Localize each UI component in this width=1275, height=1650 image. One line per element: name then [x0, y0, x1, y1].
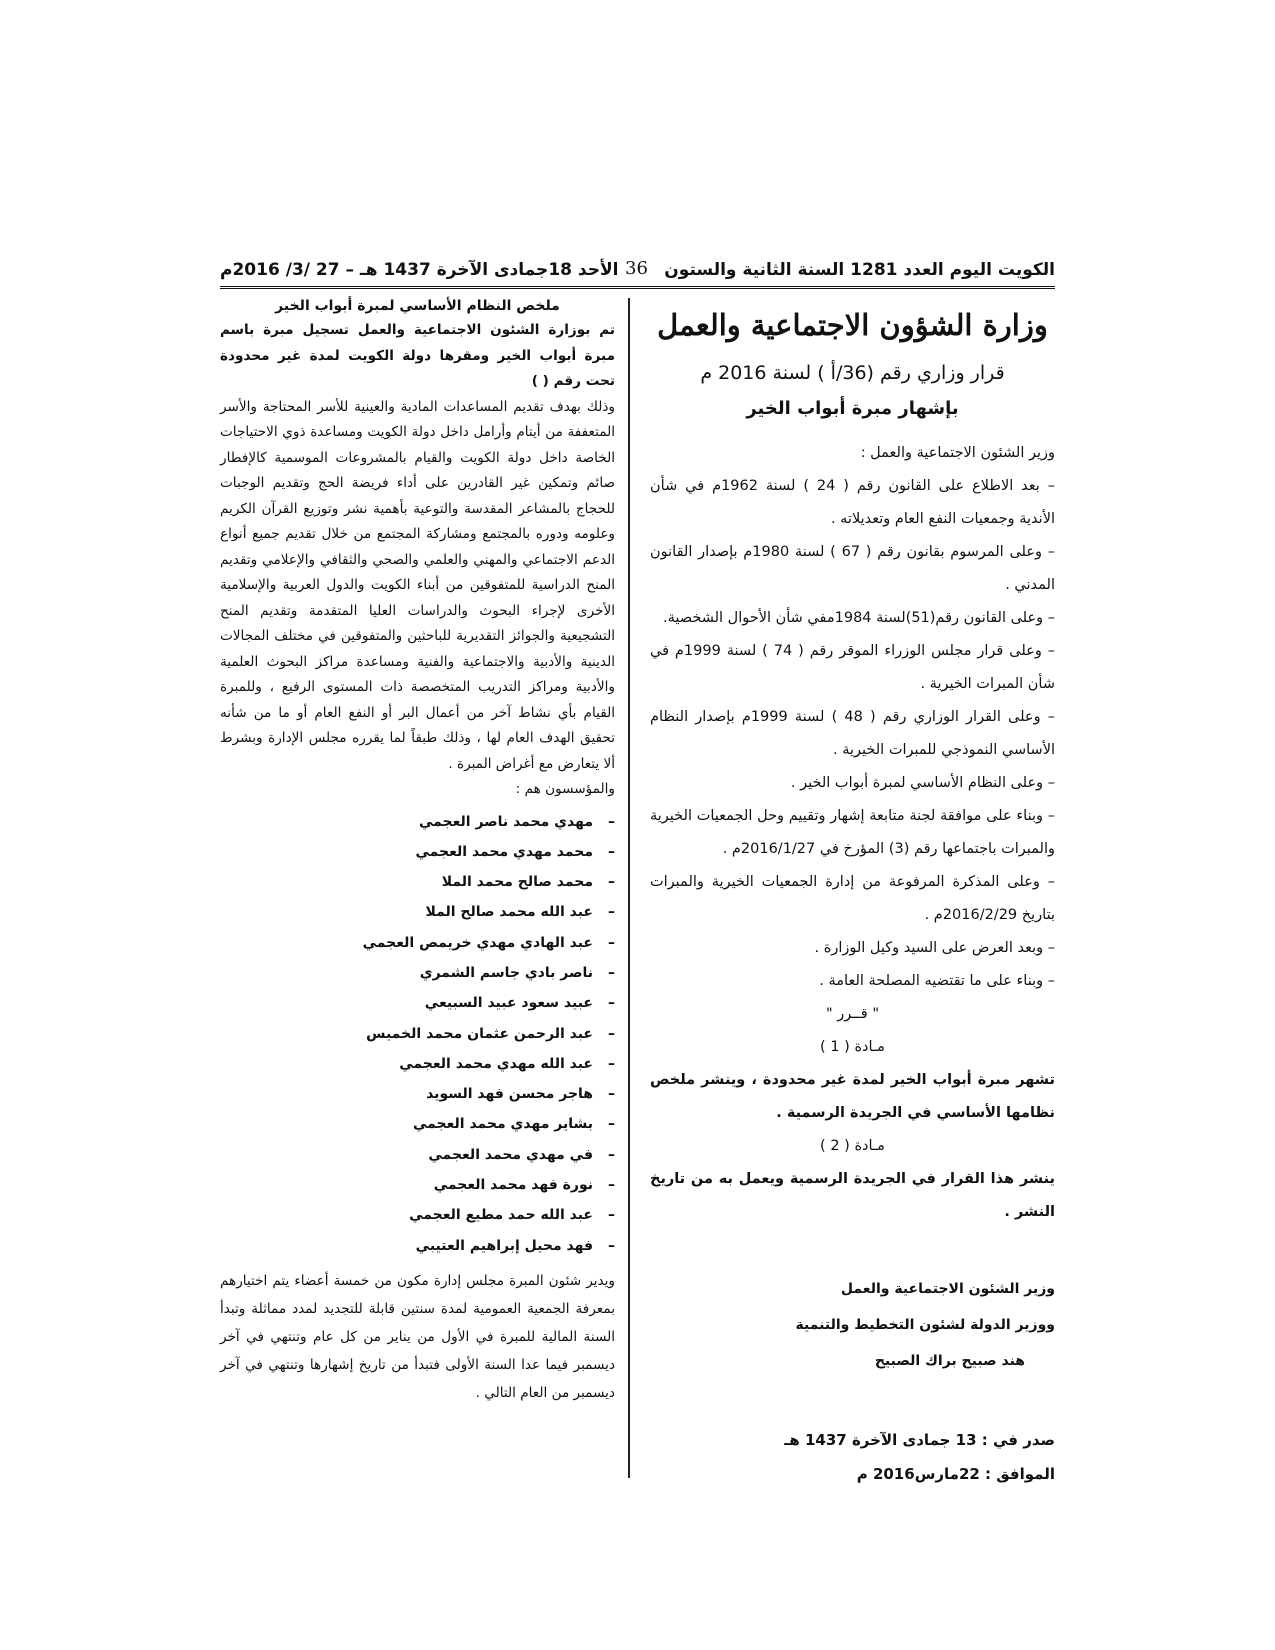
list-item: –محمد مهدي محمد العجمي — [415, 843, 615, 860]
list-item: –مهدي محمد ناصر العجمي — [418, 813, 615, 830]
summary-intro: تم بوزارة الشئون الاجتماعية والعمل تسجيل مبرة باسم مبرة أبواب الخير ومقرها دولة الكويت لمدة غير محدودة تحت رقم ( ) — [220, 322, 615, 389]
issued-date: صدر في : 13 جمادى الآخرة 1437 هـ — [784, 1431, 1055, 1449]
preamble-line: – وبناء على موافقة لجنة متابعة إشهار وتقييم وحل الجمعيات الخيرية والمبرات باجتماعها رقم (3) المؤرخ في 2016/1/27م . — [650, 808, 1055, 857]
header-date: الأحد 18جمادى الآخرة 1437 هـ – 27 /3/ 2016م — [220, 260, 619, 280]
article-1-text: تشهر مبرة أبواب الخير لمدة غير محدودة ، وينشر ملخص نظامها الأساسي في الجريدة الرسمية . — [650, 1072, 1055, 1121]
preamble-line: وزير الشئون الاجتماعية والعمل : — [860, 445, 1055, 461]
board-paragraph: ويدير شئون المبرة مجلس إدارة مكون من خمسة أعضاء يتم اختيارهم بمعرفة الجمعية العمومية لمدة سنتين قابلة للتجديد لمدد مماثلة وتبدأ السنة المالية للمبرة في الأول من يناير من كل عام وتنتهي في آخر ديسمبر فيما عدا السنة الأولى فتبدأ من تاريخ إشهارها وتنتهي في آخر ديسمبر من العام التالي . — [220, 1272, 615, 1401]
corresponding-date: الموافق : 22مارس2016 م — [856, 1465, 1055, 1483]
preamble-line: – بعد الاطلاع على القانون رقم ( 24 ) لسنة 1962م في شأن الأندية وجمعيات النفع العام وتعديلاته . — [650, 478, 1055, 527]
signatory-name: هند صبيح براك الصبيح — [874, 1353, 1025, 1369]
ministry-title: وزارة الشؤون الاجتماعية والعمل — [657, 308, 1048, 342]
list-item: –عبد الله محمد صالح الملا — [425, 904, 615, 921]
list-item: –في مهدي محمد العجمي — [428, 1146, 615, 1163]
preamble-line: – وعلى القانون رقم(51)لسنة 1984مفي شأن الأحوال الشخصية. — [663, 610, 1055, 626]
list-item: –نورة فهد محمد العجمي — [433, 1177, 615, 1194]
list-item: –ناصر بادي جاسم الشمري — [419, 964, 615, 981]
preamble-line: – وعلى قرار مجلس الوزراء الموقر رقم ( 74 ) لسنة 1999م في شأن المبرات الخيرية . — [650, 643, 1055, 692]
list-item: –هاجر محسن فهد السويد — [426, 1086, 615, 1103]
list-item: –فهد محيل إبراهيم العتيبي — [415, 1237, 615, 1254]
summary-title: ملخص النظام الأساسي لمبرة أبواب الخير — [275, 298, 560, 314]
preamble-line: – وعلى المذكرة المرفوعة من إدارة الجمعيات الخيرية والمبرات بتاريخ 2016/2/29م . — [650, 874, 1055, 923]
list-item: –محمد صالح محمد الملا — [441, 874, 615, 891]
article-2-heading: مـادة ( 2 ) — [820, 1138, 885, 1154]
page-number: 36 — [625, 258, 648, 279]
founders-list — [220, 807, 615, 1261]
preamble-line: – وبعد العرض على السيد وكيل الوزارة . — [814, 940, 1055, 956]
header-issue-info: الكويت اليوم العدد 1281 السنة الثانية والستون — [664, 260, 1055, 280]
decided-heading: " قــرر " — [826, 1006, 879, 1022]
list-item: –عبد الله حمد مطيع العجمي — [409, 1207, 615, 1224]
list-item: –عبد الهادي مهدي خريمص العجمي — [362, 934, 615, 951]
preamble-line: – وبناء على ما تقتضيه المصلحة العامة . — [819, 973, 1055, 989]
decision-number: قرار وزاري رقم (36/أ ) لسنة 2016 م — [700, 362, 1005, 384]
column-divider — [628, 298, 630, 1478]
founders-intro: والمؤسسون هم : — [515, 781, 615, 797]
list-item: –بشاير مهدي محمد العجمي — [412, 1116, 615, 1133]
article-1-heading: مـادة ( 1 ) — [820, 1039, 885, 1055]
summary-column — [220, 298, 615, 1407]
preamble-line: – وعلى القرار الوزاري رقم ( 48 ) لسنة 1999م بإصدار النظام الأساسي النموذجي للمبرات الخيرية . — [650, 709, 1055, 758]
decision-column — [650, 298, 1055, 1491]
article-2-text: ينشر هذا القرار في الجريدة الرسمية ويعمل به من تاريخ النشر . — [650, 1171, 1055, 1220]
list-item: –عبد الرحمن عثمان محمد الخميس — [366, 1025, 615, 1042]
signature-title-2: ووزير الدولة لشئون التخطيط والتنمية — [795, 1317, 1055, 1333]
page-header — [220, 258, 1055, 289]
signature-title: وزير الشئون الاجتماعية والعمل — [840, 1281, 1055, 1297]
summary-purpose: وذلك بهدف تقديم المساعدات المادية والعينية للأسر المحتاجة والأسر المتعففة من أيتام وأرامل داخل دولة الكويت ومساعدة ذوي الاحتياجات الخاصة داخل دولة الكويت والقيام بالمشروعات الموسمية كالإفطار صائم وتمكين غير القادرين على أداء فريضة الحج وتقديم الوجبات للحجاج بالمشاعر المقدسة والتوعية بأهمية نشر وتوزيع القرآن الكريم وعلومه ودوره بالمجتمع ومشاركة المجتمع من خلال تقديم جميع أنواع الدعم الاجتماعي والمهني والعلمي والصحي والثقافي والإعلامي وتقديم المنح الدراسية للمتفوقين من أبناء الكويت والدول العربية والإسلامية الأخرى لإجراء البحوث والدراسات العليا المتقدمة وتقديم المنح التشجيعية والجوائز التقديرية للباحثين والمتفوقين في مختلف المجالات الدينية والأدبية والاجتماعية والفنية ومساعدة مراكز البحوث العلمية والأدبية ومراكز التدريب المتخصصة ذات المستوى الرفيع ، وللمبرة القيام بأي نشاط آخر من أعمال البر أو النفع العام أو ما من شأنه تحقيق الهدف العام لها ، وذلك طبقاً لما يقرره مجلس الإدارة وبشرط ألا يتعارض مع أغراض المبرة . — [220, 398, 615, 772]
decision-subject: بإشهار مبرة أبواب الخير — [746, 398, 959, 419]
preamble-line: – وعلى المرسوم بقانون رقم ( 67 ) لسنة 1980م بإصدار القانون المدني . — [650, 544, 1055, 593]
preamble-line: – وعلى النظام الأساسي لمبرة أبواب الخير . — [790, 775, 1055, 791]
list-item: –عبد الله مهدي محمد العجمي — [399, 1055, 615, 1072]
list-item: –عبيد سعود عبيد السبيعي — [424, 995, 615, 1012]
